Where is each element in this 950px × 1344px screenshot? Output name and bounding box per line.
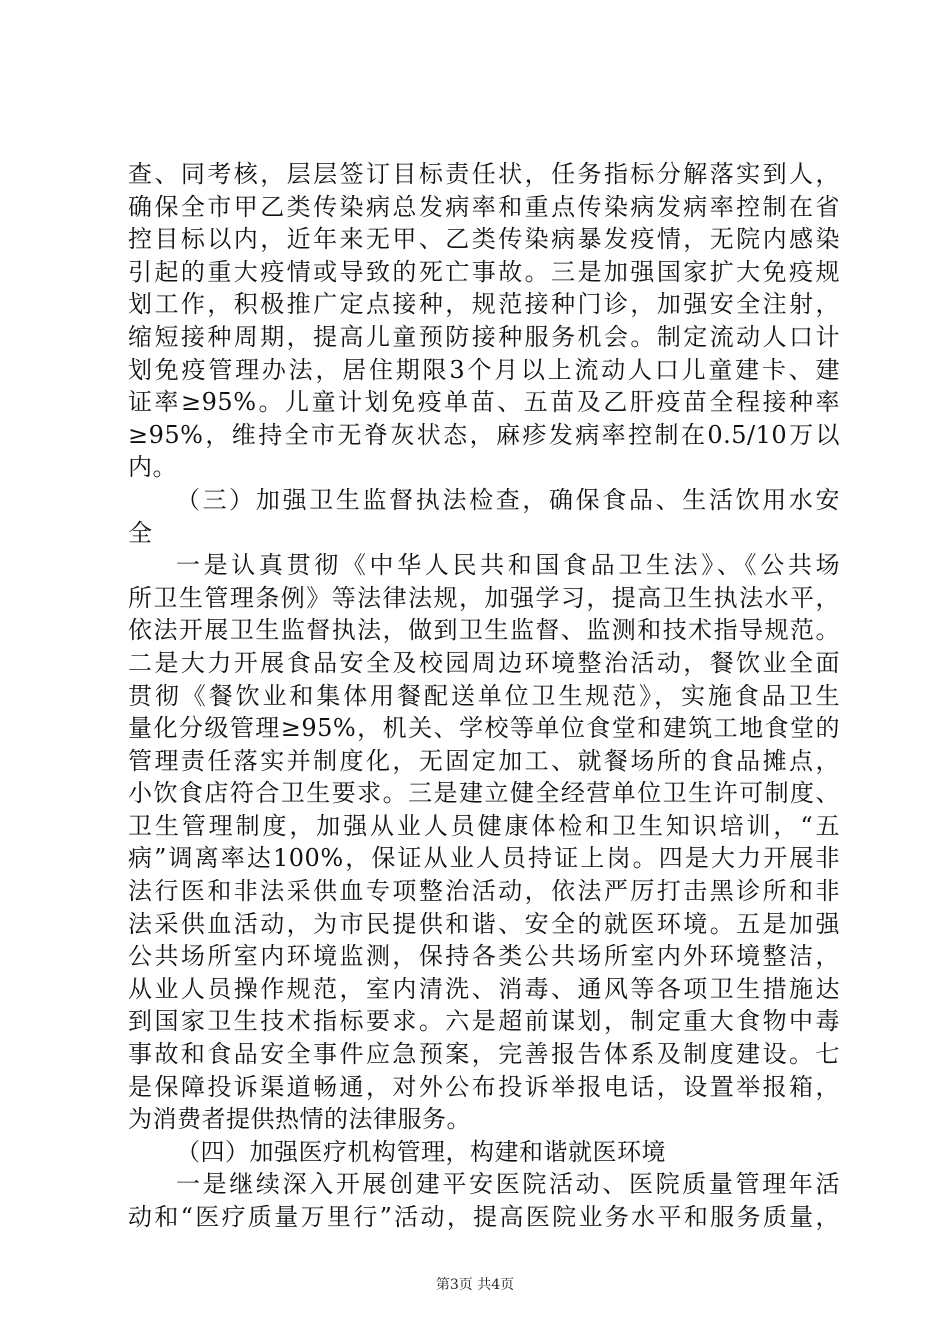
text-line: 为消费者提供热情的法律服务。 [128,1105,471,1134]
text-line: 一是认真贯彻《中华人民共和国食品卫生法》、《公共场 [176,551,840,580]
text-line: 事故和食品安全事件应急预案，完善报告体系及制度建设。七 [128,1040,840,1069]
text-line: ≥95%，维持全市无脊灰状态，麻疹发病率控制在0.5/10万以 [128,420,840,449]
text-line: 引起的重大疫情或导致的死亡事故。三是加强国家扩大免疫规 [128,257,840,286]
text-line: 卫生管理制度，加强从业人员健康体检和卫生知识培训，“五 [128,811,840,840]
text-line: 划工作，积极推广定点接种，规范接种门诊，加强安全注射， [128,290,840,319]
text-line: 贯彻《餐饮业和集体用餐配送单位卫生规范》，实施食品卫生 [128,681,840,710]
section-heading: （四）加强医疗机构管理，构建和谐就医环境 [176,1137,666,1166]
text-line: 证率≥95%。儿童计划免疫单苗、五苗及乙肝疫苗全程接种率 [128,388,840,417]
section-heading-continued: 全 [128,518,153,547]
text-line: 依法开展卫生监督执法，做到卫生监督、监测和技术指导规范。 [128,616,840,645]
text-line: 所卫生管理条例》等法律法规，加强学习，提高卫生执法水平， [128,583,840,612]
text-line: 公共场所室内环境监测，保持各类公共场所室内外环境整洁， [128,942,840,971]
text-line: 病”调离率达100%，保证从业人员持证上岗。四是大力开展非 [128,844,840,873]
text-line: 查、同考核，层层签订目标责任状，任务指标分解落实到人， [128,160,840,188]
text-line: 法采供血活动，为市民提供和谐、安全的就医环境。五是加强 [128,909,840,938]
text-line: 控目标以内，近年来无甲、乙类传染病暴发疫情，无院内感染 [128,225,840,254]
text-line: 量化分级管理≥95%，机关、学校等单位食堂和建筑工地食堂的 [128,714,840,743]
text-line: 小饮食店符合卫生要求。三是建立健全经营单位卫生许可制度、 [128,779,840,808]
text-line: 缩短接种周期，提高儿童预防接种服务机会。制定流动人口计 [128,322,840,351]
text-line: 法行医和非法采供血专项整治活动，依法严厉打击黑诊所和非 [128,877,840,906]
text-line: 是保障投诉渠道畅通，对外公布投诉举报电话，设置举报箱， [128,1072,840,1101]
text-line: 一是继续深入开展创建平安医院活动、医院质量管理年活 [176,1170,840,1199]
section-heading: （三）加强卫生监督执法检查，确保食品、生活饮用水安 [176,485,840,514]
text-line: 内。 [128,453,177,482]
body-text [128,158,840,1234]
text-line: 确保全市甲乙类传染病总发病率和重点传染病发病率控制在省 [128,192,840,221]
text-line: 动和“医疗质量万里行”活动，提高医院业务水平和服务质量， [128,1203,840,1231]
text-line: 管理责任落实并制度化，无固定加工、就餐场所的食品摊点， [128,746,840,775]
text-line: 从业人员操作规范，室内清洗、消毒、通风等各项卫生措施达 [128,974,840,1003]
text-line: 到国家卫生技术指标要求。六是超前谋划，制定重大食物中毒 [128,1007,840,1036]
text-line: 二是大力开展食品安全及校园周边环境整治活动，餐饮业全面 [128,648,840,677]
text-line: 划免疫管理办法，居住期限3个月以上流动人口儿童建卡、建 [128,355,840,384]
page-footer: 第3页 共4页 [435,1277,515,1293]
